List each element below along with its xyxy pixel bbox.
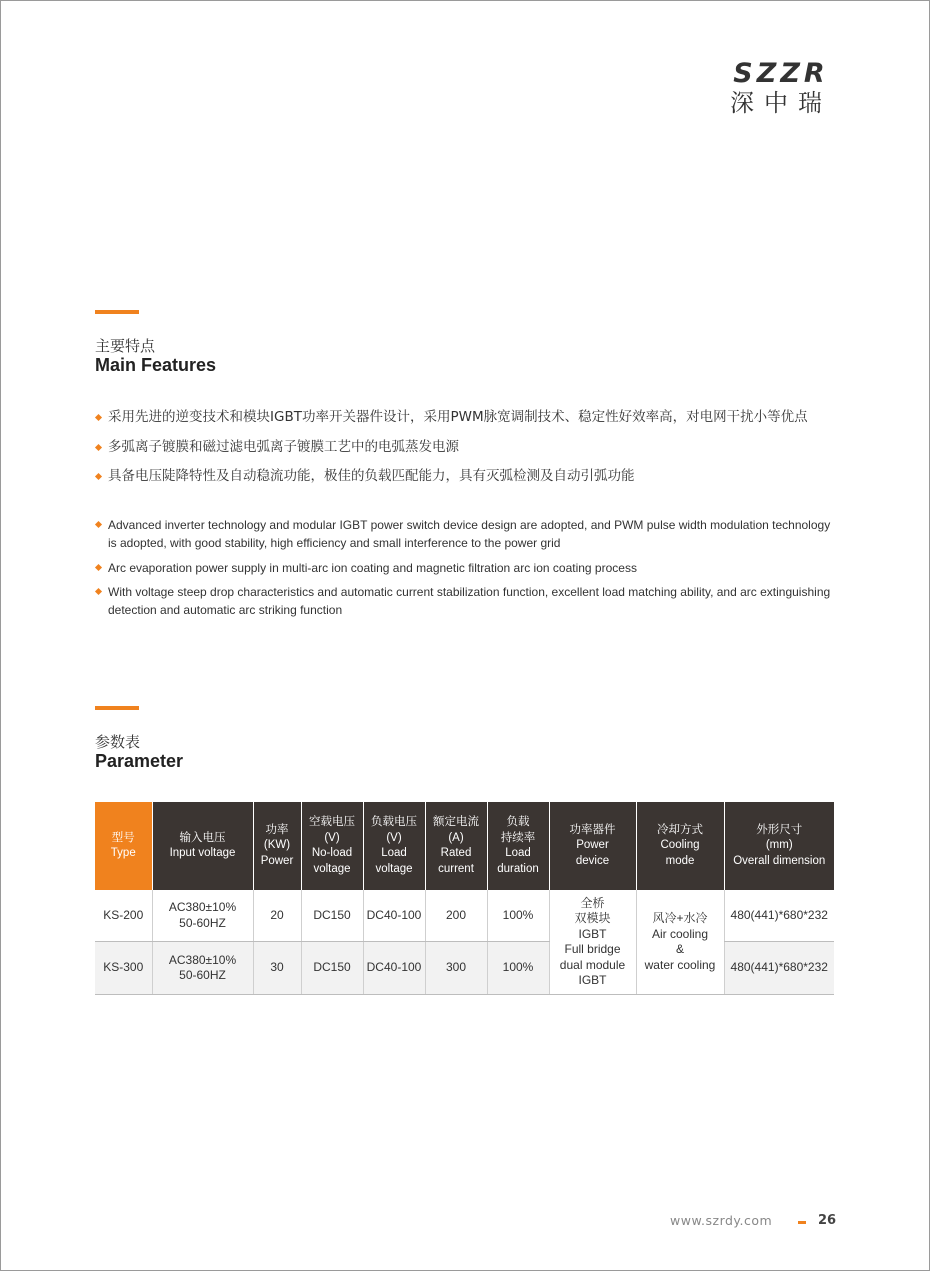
- feature-text-en: Advanced inverter technology and modular IGBT power switch device design are adopted, and PWM pulse width modulation technology is adopted, with good stability, high efficiency and small interference to the power grid: [108, 518, 831, 550]
- header-no-load-voltage: 空载电压 (V) No-load voltage: [301, 802, 363, 890]
- feature-text-en: With voltage steep drop characteristics and automatic current stabilization function, excellent load matching ability, and arc extinguishing detection and automatic arc striking function: [108, 585, 831, 617]
- footer-dash: [798, 1221, 806, 1224]
- feature-text-cn: 多弧离子镀膜和磁过滤电弧离子镀膜工艺中的电弧蒸发电源: [108, 438, 459, 455]
- cell-input-voltage: AC380±10% 50-60HZ: [152, 890, 253, 942]
- features-title-cn: 主要特点: [95, 337, 156, 355]
- header-power-device: 功率器件 Power device: [549, 802, 636, 890]
- header-cooling-mode: 冷却方式 Cooling mode: [636, 802, 724, 890]
- list-item: [95, 438, 855, 456]
- cell-input-voltage: AC380±10% 50-60HZ: [152, 942, 253, 995]
- feature-text-cn: 采用先进的逆变技术和模块IGBT功率开关器件设计，采用PWM脉宽调制技术、稳定性好效率高，对电网干扰小等优点: [108, 409, 808, 425]
- feature-text-cn: 具备电压陡降特性及自动稳流功能，极佳的负载匹配能力，具有灭弧检测及自动引弧功能: [108, 468, 635, 484]
- header-load-voltage: 负载电压 (V) Load voltage: [363, 802, 425, 890]
- cell-type: KS-300: [95, 942, 152, 995]
- cell-rated-current: 200: [425, 890, 487, 942]
- cell-overall-dimension: 480(441)*680*232: [724, 942, 834, 995]
- features-list-en: [95, 516, 835, 626]
- footer-url: www.szrdy.com: [670, 1213, 773, 1228]
- feature-text-en: Arc evaporation power supply in multi-arc ion coating and magnetic filtration arc ion coating process: [108, 560, 637, 575]
- header-load-duration: 负载 持续率 Load duration: [487, 802, 549, 890]
- parameter-title-cn: 参数表: [95, 733, 141, 751]
- bullet-diamond-icon: [95, 473, 102, 480]
- brand-logo: [722, 60, 840, 118]
- bullet-diamond-icon: [95, 443, 102, 450]
- table-row: [95, 942, 834, 995]
- header-rated-current: 额定电流 (A) Rated current: [425, 802, 487, 890]
- cell-power: 20: [253, 890, 301, 942]
- parameter-table: [95, 802, 834, 995]
- cell-power-device: 全桥 双模块 IGBT Full bridge dual module IGBT: [549, 890, 636, 995]
- bullet-diamond-icon: [95, 414, 102, 421]
- bullet-diamond-icon: [95, 521, 102, 528]
- table-header-row: [95, 802, 834, 890]
- cell-load-duration: 100%: [487, 942, 549, 995]
- cell-load-duration: 100%: [487, 890, 549, 942]
- cell-no-load-voltage: DC150: [301, 890, 363, 942]
- features-accent-bar: [95, 310, 139, 314]
- list-item: [95, 516, 835, 552]
- page-number: 26: [818, 1213, 837, 1228]
- cell-power: 30: [253, 942, 301, 995]
- cell-cooling-mode: 风冷+水冷 Air cooling & water cooling: [636, 890, 724, 995]
- list-item: [95, 467, 855, 485]
- list-item: [95, 408, 855, 426]
- list-item: [95, 559, 835, 577]
- cell-no-load-voltage: DC150: [301, 942, 363, 995]
- cell-rated-current: 300: [425, 942, 487, 995]
- header-type: 型号 Type: [95, 802, 152, 890]
- cell-load-voltage: DC40-100: [363, 890, 425, 942]
- parameter-title-en: Parameter: [95, 751, 184, 771]
- bullet-diamond-icon: [95, 588, 102, 595]
- logo-text-cn: 深中瑞: [730, 89, 832, 117]
- list-item: [95, 583, 835, 619]
- cell-load-voltage: DC40-100: [363, 942, 425, 995]
- bullet-diamond-icon: [95, 563, 102, 570]
- cell-type: KS-200: [95, 890, 152, 942]
- features-title-en: Main Features: [95, 355, 217, 375]
- header-power: 功率 (KW) Power: [253, 802, 301, 890]
- header-overall-dimension: 外形尺寸 (mm) Overall dimension: [724, 802, 834, 890]
- logo-text-en: SZZR: [733, 58, 829, 89]
- cell-overall-dimension: 480(441)*680*232: [724, 890, 834, 942]
- table-row: [95, 890, 834, 942]
- parameter-accent-bar: [95, 706, 139, 710]
- features-list-cn: [95, 408, 855, 497]
- header-input-voltage: 输入电压 Input voltage: [152, 802, 253, 890]
